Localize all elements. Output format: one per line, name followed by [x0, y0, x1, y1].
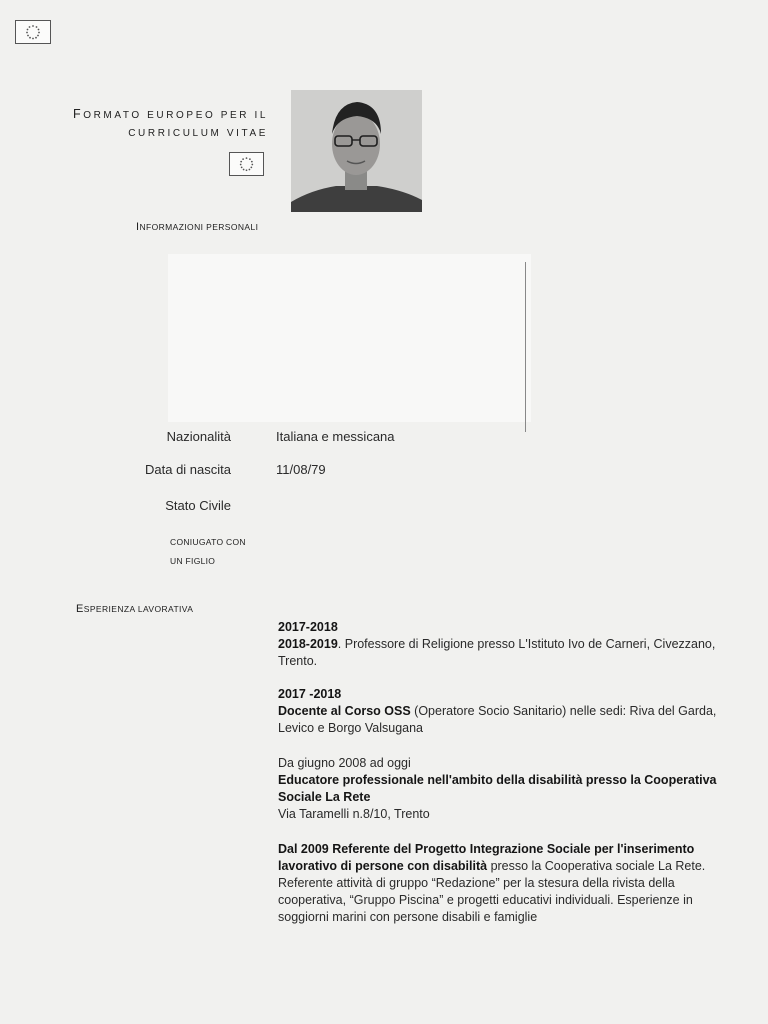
experience-entry: [278, 686, 738, 737]
section-heading-personal: INFORMAZIONI PERSONALI: [136, 221, 259, 233]
entry-text: . Professore di Religione presso L'Istituto Ivo de Carneri, Civezzano, Trento.: [278, 637, 716, 668]
entry-years: 2017 -2018: [278, 687, 342, 701]
entry-text: presso la Cooperativa sociale La Rete.: [487, 859, 706, 873]
experience-entry: [278, 755, 738, 823]
entry-bold: Dal 2009 Referente del Progetto Integrazione Sociale per l'inserimento lavorativo di persone con disabilità: [278, 842, 695, 873]
eu-flag-icon: [15, 20, 51, 44]
nationality-value: Italiana e messicana: [276, 429, 395, 444]
nationality-label: Nazionalità: [166, 429, 231, 444]
entry-years: 2017-2018: [278, 620, 338, 634]
civil-status-line2: UN FIGLIO: [170, 556, 216, 566]
civil-status-value: [170, 533, 246, 571]
birth-date-value: 11/08/79: [276, 462, 326, 477]
entry-text: (Operatore Socio Sanitario) nelle sedi: Riva del Garda, Levico e Borgo Valsugana: [278, 704, 717, 735]
civil-status-line1: CONIUGATO CON: [170, 537, 246, 547]
portrait-photo: [291, 90, 422, 212]
redaction-edge: [525, 262, 529, 432]
cv-title: [73, 105, 268, 143]
birth-date-label: Data di nascita: [145, 462, 231, 477]
entry-text: Via Taramelli n.8/10, Trento: [278, 807, 430, 821]
entry-bold: Docente al Corso OSS: [278, 704, 411, 718]
eu-flag-icon: [229, 152, 264, 176]
entry-bold: 2018-2019: [278, 637, 338, 651]
cv-title-line2: CURRICULUM VITAE: [128, 128, 268, 139]
entry-bold: Educatore professionale nell'ambito della disabilità presso la Cooperativa Sociale La Rete: [278, 773, 717, 804]
civil-status-label: Stato Civile: [165, 498, 231, 513]
section-heading-experience: ESPERIENZA LAVORATIVA: [76, 603, 194, 615]
experience-entry: [278, 841, 718, 926]
redacted-area: [168, 254, 531, 422]
experience-entry: [278, 619, 738, 670]
cv-title-line1: FORMATO EUROPEO PER IL: [72, 107, 268, 121]
entry-text-2: Referente attività di gruppo “Redazione” per la stesura della rivista della cooperativa, “Gruppo Piscina” e progetti educativi individuali. Esperienze in soggiorni marini con persone disabili e famiglie: [278, 876, 693, 924]
entry-years: Da giugno 2008 ad oggi: [278, 756, 411, 770]
